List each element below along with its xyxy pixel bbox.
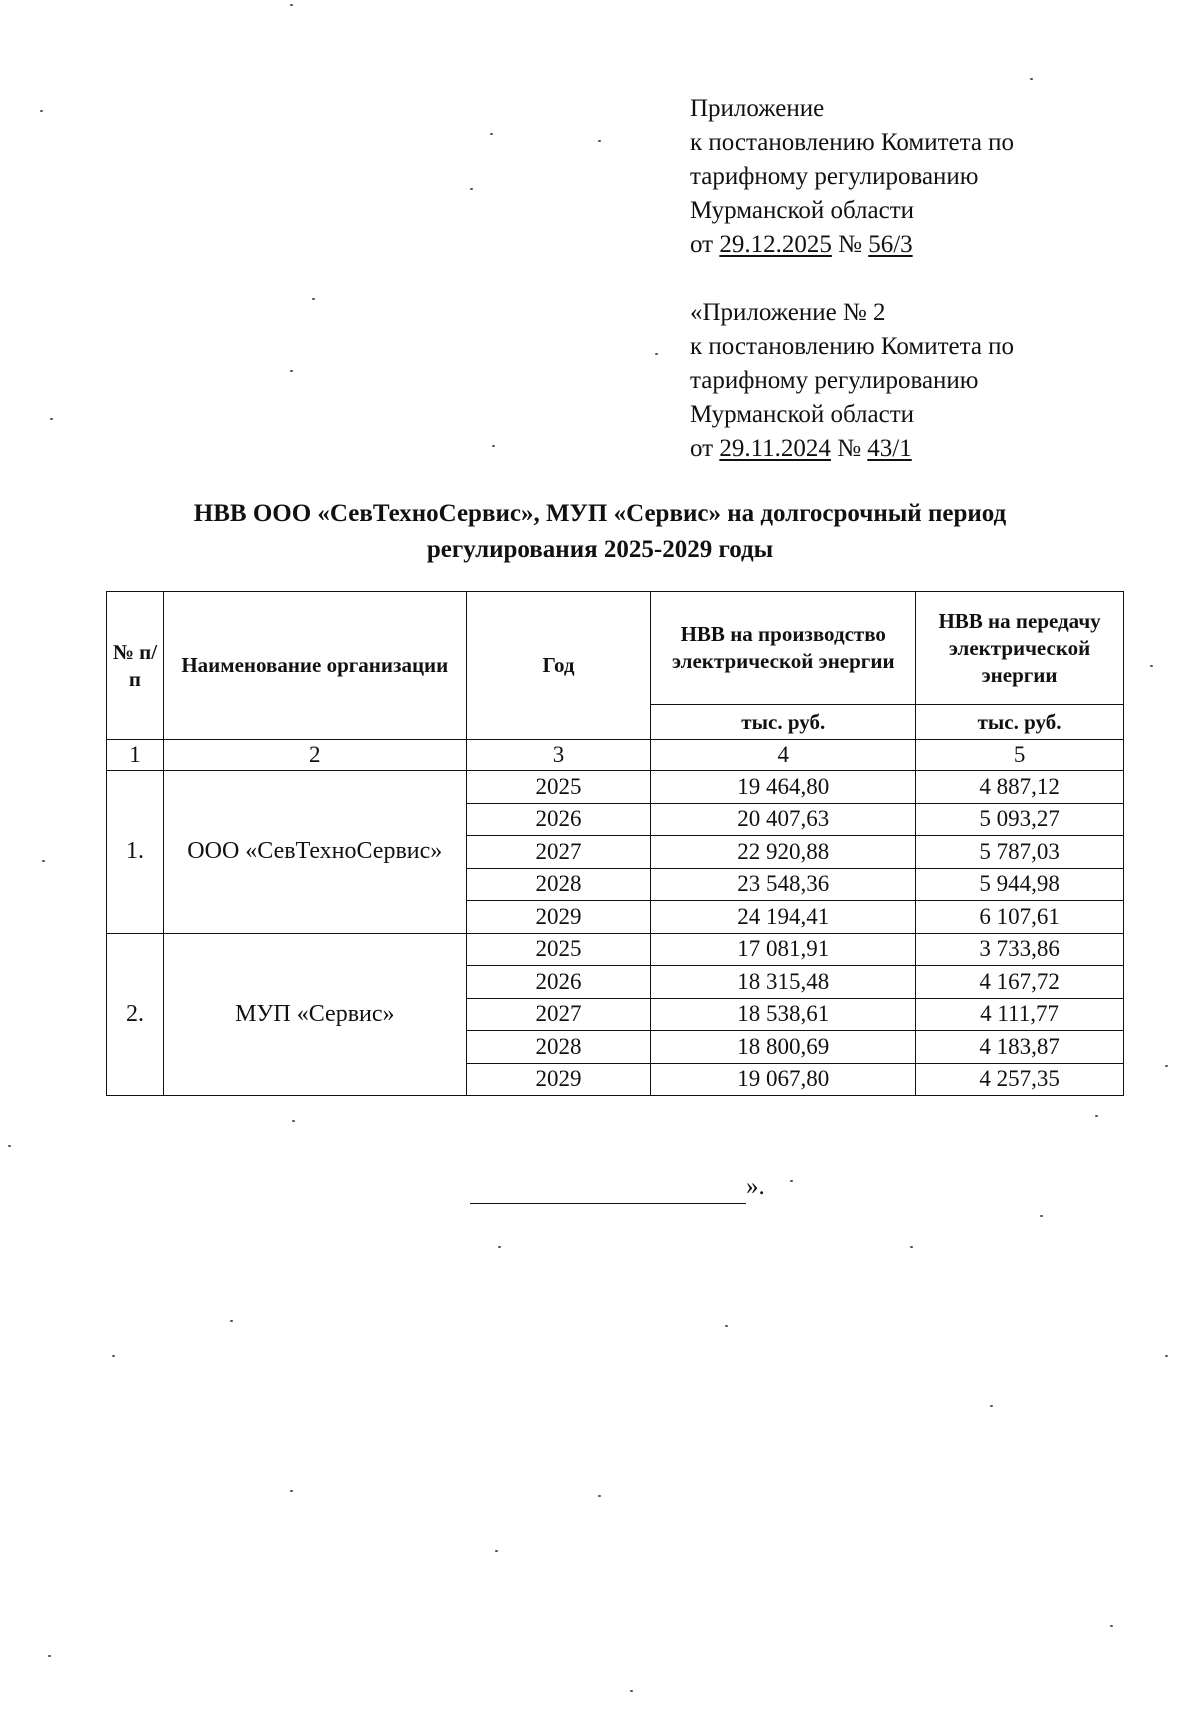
scan-speck bbox=[598, 1495, 601, 1497]
table-row bbox=[107, 933, 1124, 966]
appendix-date: 29.12.2025 bbox=[719, 231, 832, 258]
appendix-title: Приложение bbox=[690, 95, 825, 122]
scan-speck bbox=[1040, 1215, 1043, 1217]
production-cell: 22 920,88 bbox=[651, 836, 916, 869]
scan-speck bbox=[492, 445, 495, 447]
scan-speck bbox=[48, 1655, 51, 1657]
header-year: Год bbox=[466, 592, 651, 740]
appendix-line-regulation: тарифному регулированию bbox=[690, 163, 979, 190]
appendix-header bbox=[690, 92, 1014, 466]
scan-speck bbox=[470, 188, 473, 190]
document-title bbox=[100, 496, 1100, 568]
production-cell: 19 464,80 bbox=[651, 771, 916, 804]
closing-line bbox=[470, 1170, 765, 1204]
year-cell: 2027 bbox=[466, 998, 651, 1031]
scan-speck bbox=[1030, 78, 1033, 80]
appendix-date-prefix: от bbox=[690, 231, 714, 258]
year-cell: 2025 bbox=[466, 771, 651, 804]
production-cell: 19 067,80 bbox=[651, 1063, 916, 1096]
year-cell: 2026 bbox=[466, 966, 651, 999]
scan-speck bbox=[1110, 1625, 1113, 1627]
transmission-cell: 3 733,86 bbox=[916, 933, 1124, 966]
production-cell: 18 538,61 bbox=[651, 998, 916, 1031]
previous-appendix-line-regulation: тарифному регулированию bbox=[690, 367, 979, 394]
transmission-cell: 4 887,12 bbox=[916, 771, 1124, 804]
previous-appendix-date-prefix: от bbox=[690, 435, 714, 462]
header-transmission-unit: тыс. руб. bbox=[916, 705, 1124, 740]
scan-speck bbox=[1165, 1065, 1168, 1067]
previous-appendix-line-resolution: к постановлению Комитета по bbox=[690, 333, 1015, 360]
previous-appendix-date: 29.11.2024 bbox=[719, 435, 831, 462]
production-cell: 24 194,41 bbox=[651, 901, 916, 934]
org-number: 1. bbox=[107, 771, 164, 934]
scan-speck bbox=[50, 418, 53, 420]
transmission-cell: 5 093,27 bbox=[916, 803, 1124, 836]
closing-quote: ». bbox=[746, 1173, 765, 1200]
scan-speck bbox=[1150, 665, 1153, 667]
year-cell: 2025 bbox=[466, 933, 651, 966]
year-cell: 2027 bbox=[466, 836, 651, 869]
production-cell: 23 548,36 bbox=[651, 868, 916, 901]
appendix-line-region: Мурманской области bbox=[690, 197, 915, 224]
scan-speck bbox=[112, 1355, 115, 1357]
appendix-date-line bbox=[690, 228, 1014, 262]
table-row bbox=[107, 771, 1124, 804]
previous-appendix-number: 43/1 bbox=[867, 435, 912, 462]
scan-speck bbox=[1095, 1115, 1098, 1117]
org-name: ООО «СевТехноСервис» bbox=[163, 771, 466, 934]
scan-speck bbox=[655, 353, 658, 355]
production-cell: 18 800,69 bbox=[651, 1031, 916, 1064]
scan-speck bbox=[8, 1145, 11, 1147]
previous-appendix-title: «Приложение № 2 bbox=[690, 299, 886, 326]
scan-speck bbox=[498, 1246, 501, 1248]
year-cell: 2028 bbox=[466, 1031, 651, 1064]
scan-speck bbox=[290, 1490, 293, 1492]
scan-speck bbox=[495, 1550, 498, 1552]
header-production-unit: тыс. руб. bbox=[651, 705, 916, 740]
transmission-cell: 5 787,03 bbox=[916, 836, 1124, 869]
appendix-number: 56/3 bbox=[868, 231, 913, 258]
header-transmission: НВВ на передачу электрической энергии bbox=[916, 592, 1124, 705]
column-number: 5 bbox=[916, 740, 1124, 771]
production-cell: 20 407,63 bbox=[651, 803, 916, 836]
scan-speck bbox=[230, 1320, 233, 1322]
previous-appendix-line-region: Мурманской области bbox=[690, 401, 915, 428]
scan-speck bbox=[990, 1405, 993, 1407]
column-number-row bbox=[107, 740, 1124, 771]
scan-speck bbox=[42, 860, 45, 862]
title-line-1: НВВ ООО «СевТехноСервис», МУП «Сервис» на долгосрочный период bbox=[193, 500, 1007, 527]
transmission-cell: 4 183,87 bbox=[916, 1031, 1124, 1064]
transmission-cell: 5 944,98 bbox=[916, 868, 1124, 901]
scan-speck bbox=[910, 1246, 913, 1248]
table-header-row bbox=[107, 592, 1124, 705]
production-cell: 17 081,91 bbox=[651, 933, 916, 966]
scan-speck bbox=[40, 110, 43, 112]
column-number: 3 bbox=[466, 740, 651, 771]
column-number: 2 bbox=[163, 740, 466, 771]
org-name: МУП «Сервис» bbox=[163, 933, 466, 1096]
header-num: № п/п bbox=[107, 592, 164, 740]
transmission-cell: 4 257,35 bbox=[916, 1063, 1124, 1096]
org-number: 2. bbox=[107, 933, 164, 1096]
year-cell: 2028 bbox=[466, 868, 651, 901]
scan-speck bbox=[725, 1325, 728, 1327]
production-cell: 18 315,48 bbox=[651, 966, 916, 999]
scan-speck bbox=[630, 1690, 633, 1692]
scan-speck bbox=[490, 133, 493, 135]
nvv-table bbox=[106, 591, 1124, 1096]
scan-speck bbox=[598, 140, 601, 142]
title-line-2: регулирования 2025-2029 годы bbox=[426, 536, 774, 563]
signature-underline bbox=[470, 1175, 746, 1204]
transmission-cell: 4 167,72 bbox=[916, 966, 1124, 999]
column-number: 1 bbox=[107, 740, 164, 771]
header-organization: Наименование организации bbox=[163, 592, 466, 740]
transmission-cell: 4 111,77 bbox=[916, 998, 1124, 1031]
scan-speck bbox=[312, 298, 315, 300]
year-cell: 2029 bbox=[466, 1063, 651, 1096]
header-production: НВВ на производство электрической энергии bbox=[651, 592, 916, 705]
scan-speck bbox=[290, 370, 293, 372]
column-number: 4 bbox=[651, 740, 916, 771]
scan-speck bbox=[290, 4, 293, 6]
previous-appendix-date-line bbox=[690, 432, 1014, 466]
year-cell: 2029 bbox=[466, 901, 651, 934]
appendix-line-resolution: к постановлению Комитета по bbox=[690, 129, 1015, 156]
transmission-cell: 6 107,61 bbox=[916, 901, 1124, 934]
year-cell: 2026 bbox=[466, 803, 651, 836]
appendix-number-sign: № bbox=[838, 231, 862, 258]
scan-speck bbox=[790, 1180, 793, 1182]
previous-appendix-number-sign: № bbox=[837, 435, 862, 462]
scan-speck bbox=[1165, 1355, 1168, 1357]
scan-speck bbox=[292, 1120, 295, 1122]
